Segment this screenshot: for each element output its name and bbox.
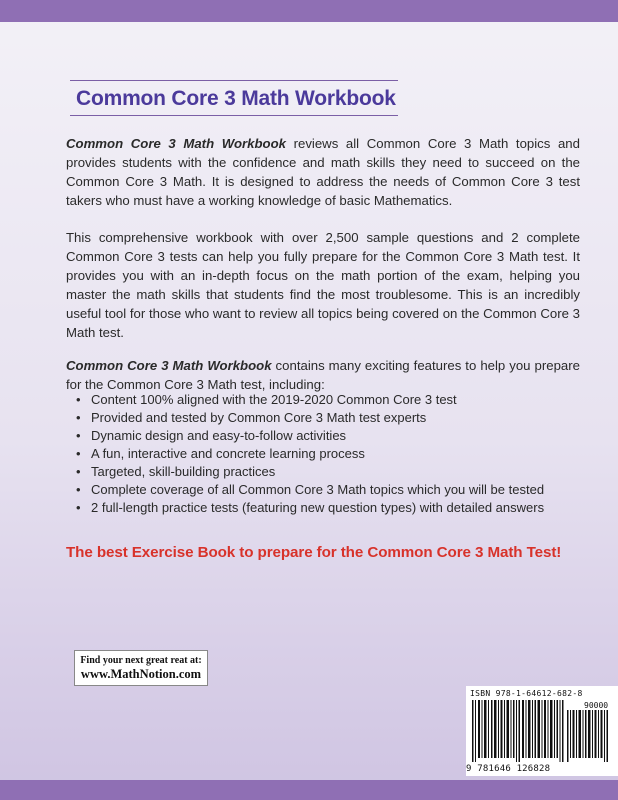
top-purple-band: [0, 0, 618, 22]
description-paragraph-2: This comprehensive workbook with over 2,500 sample questions and 2 complete Common Core 3 tests can help you fully prepare for the Common Core 3 Math test. It provides you with an in-depth focus on the math portion of the exam, helping you master the math skills that students find the most troublesome. This is an incredibly useful tool for those who want to review all topics being covered on the Common Core 3 Math test.: [66, 230, 580, 340]
paragraph-3-lead: Common Core 3 Math Workbook: [66, 358, 272, 373]
feature-item: • Dynamic design and easy-to-follow activities: [76, 427, 586, 445]
description-paragraph-3: [66, 356, 580, 394]
feature-item: • Content 100% aligned with the 2019-2020 Common Core 3 test: [76, 391, 586, 409]
paragraph-3-text: contains many exciting features to help you prepare for the Common Core 3 Math test, including:: [66, 358, 580, 392]
isbn-label: ISBN 978-1-64612-682-8: [470, 689, 583, 698]
paragraph-1-lead: Common Core 3 Math Workbook: [66, 136, 286, 151]
title-block: [70, 80, 398, 116]
promo-website: www.MathNotion.com: [80, 667, 202, 681]
barcode-icon: [472, 700, 612, 762]
website-promo-box: [74, 650, 208, 686]
price-code: 90000: [584, 701, 609, 710]
feature-item: • 2 full-length practice tests (featuring new question types) with detailed answers: [76, 499, 586, 517]
promo-line-1: Find your next great reat at:: [80, 655, 202, 666]
paragraph-1-text: reviews all Common Core 3 Math topics and provides students with the confidence and math skills they need to succeed on the Common Core 3 Math. It is designed to address the needs of Common Core 3 test takers who must have a working knowledge of basic Mathematics.: [66, 136, 580, 208]
feature-item: • Complete coverage of all Common Core 3 Math topics which you will be tested: [76, 481, 586, 499]
isbn-number: 9 781646 126828: [466, 764, 551, 774]
book-title: Common Core 3 Math Workbook: [76, 87, 396, 110]
tagline: The best Exercise Book to prepare for the Common Core 3 Math Test!: [66, 544, 562, 561]
description-paragraph-1: [66, 134, 580, 210]
barcode-box: [466, 686, 618, 776]
bottom-purple-band: [0, 780, 618, 800]
title-bottom-rule: [70, 115, 398, 116]
feature-item: • Targeted, skill-building practices: [76, 463, 586, 481]
feature-item: • Provided and tested by Common Core 3 Math test experts: [76, 409, 586, 427]
feature-list: [76, 391, 586, 517]
feature-item: • A fun, interactive and concrete learning process: [76, 445, 586, 463]
